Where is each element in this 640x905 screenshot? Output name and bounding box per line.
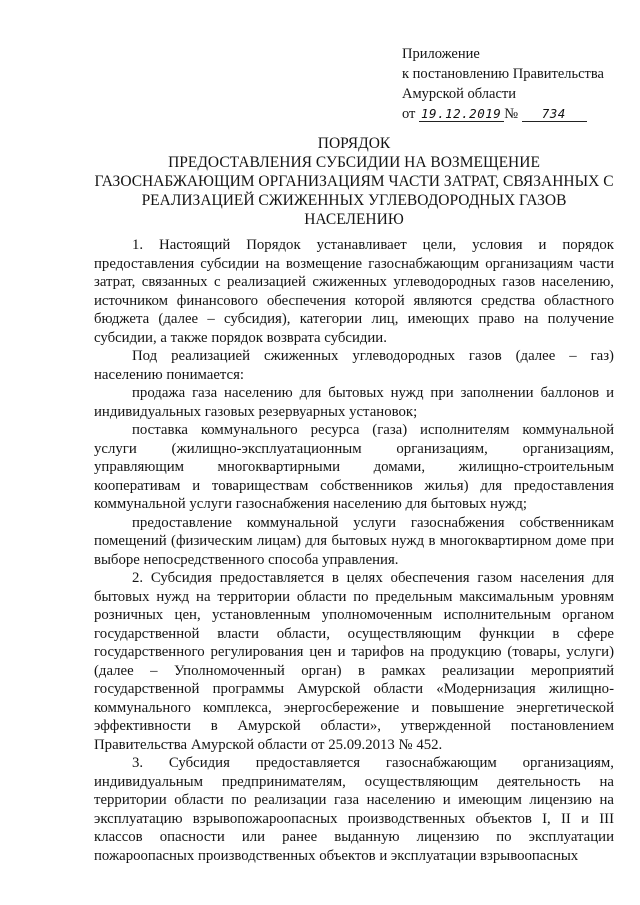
paragraph-2: Под реализацией сжиженных углеводородных газов (далее – газ) населению понимается: bbox=[94, 348, 614, 383]
appendix-date-number bbox=[402, 104, 634, 126]
appendix-resolution: к постановлению Правительства bbox=[402, 66, 604, 82]
paragraph-5: предоставление коммунальной услуги газоснабжения собственникам помещений (физическим лицам) для бытовых нужд в многоквартирном доме при выборе непосредственного способа управления. bbox=[94, 514, 614, 568]
document-title bbox=[86, 134, 622, 229]
number-label: № bbox=[504, 106, 519, 122]
paragraph-6: 2. Субсидия предоставляется в целях обеспечения газом населения для бытовых нужд на территории области по предельным максимальным уровням розничных цен, установленным уполномоченным исполнительным органом государственной власти области, осуществляющим функции в сфере государственного регулирования цен и тарифов на продукцию (товары, услуги) (далее – Уполномоченный орган) в рамках реализации мероприятий государственной программы Амурской области «Модернизация жилищно-коммунального комплекса, энергосбережение и повышение энергетической эффективности в Амурской области», утвержденной постановлением Правительства Амурской области от 25.09.2013 № 452. bbox=[94, 570, 614, 753]
handwritten-date: 19.12.2019 bbox=[419, 106, 504, 122]
appendix-heading: Приложение bbox=[402, 46, 480, 62]
title-line-2: ПРЕДОСТАВЛЕНИЯ СУБСИДИИ НА ВОЗМЕЩЕНИЕ bbox=[168, 154, 540, 171]
title-line-5: НАСЕЛЕНИЮ bbox=[304, 211, 404, 228]
paragraph-4: поставка коммунального ресурса (газа) исполнителям коммунальной услуги (жилищно-эксплуатационным организациям, организациям, управляющим многоквартирными домами, жилищно-строительным кооперативам и товариществам собственников жилья) для предоставления коммунальной услуги газоснабжения населению для бытовых нужд; bbox=[94, 422, 614, 512]
title-line-1: ПОРЯДОК bbox=[317, 135, 391, 152]
paragraph-3: продажа газа населению для бытовых нужд при заполнении баллонов и индивидуальных газовых резервуарных установок; bbox=[94, 385, 614, 420]
document-body bbox=[94, 236, 614, 865]
handwritten-number: 734 bbox=[522, 106, 587, 122]
approval-block bbox=[402, 44, 634, 126]
paragraph-1: 1. Настоящий Порядок устанавливает цели, условия и порядок предоставления субсидии на возмещение газоснабжающим организациям части затрат, связанных с реализацией сжиженных углеводородных газов населению, источником финансового обеспечения которой являются средства областного бюджета (далее – субсидия), категории лиц, имеющих право на получение субсидии, а также порядок возврата субсидии. bbox=[94, 237, 614, 346]
appendix-region: Амурской области bbox=[402, 86, 516, 102]
title-line-4: РЕАЛИЗАЦИЕЙ СЖИЖЕННЫХ УГЛЕВОДОРОДНЫХ ГАЗОВ bbox=[141, 192, 567, 209]
from-label: от bbox=[402, 106, 416, 122]
paragraph-7: 3. Субсидия предоставляется газоснабжающим организациям, индивидуальным предпринимателям, осуществляющим деятельность на территории области по реализации газа населению и имеющим лицензию на эксплуатацию взрывопожароопасных производственных объектов I, II и III классов опасности или ранее выданную лицензию по эксплуатации пожароопасных производственных объектов и эксплуатации взрывоопасных bbox=[94, 755, 614, 864]
title-line-3: ГАЗОСНАБЖАЮЩИМ ОРГАНИЗАЦИЯМ ЧАСТИ ЗАТРАТ, СВЯЗАННЫХ С bbox=[94, 173, 614, 190]
